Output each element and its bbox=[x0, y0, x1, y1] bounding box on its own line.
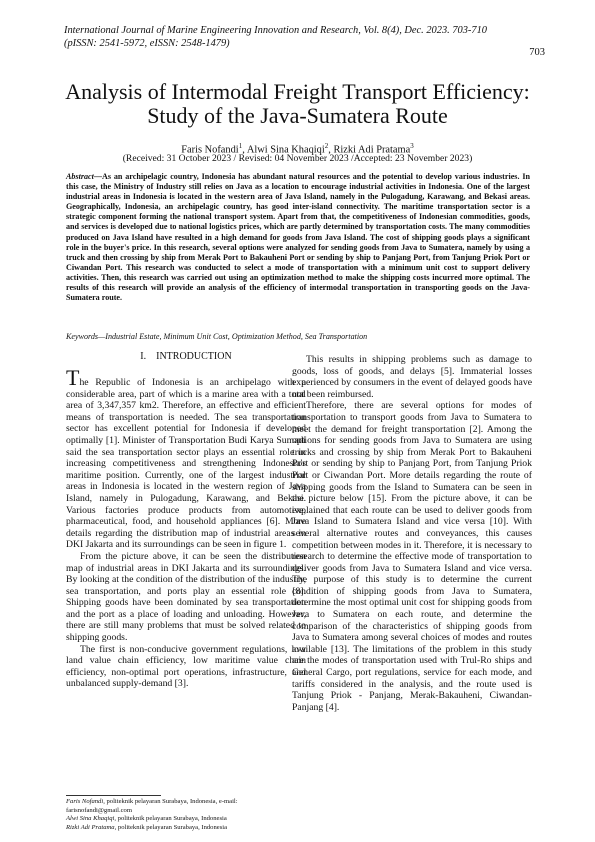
author-affil-mark: 2 bbox=[324, 142, 329, 150]
author-name: Rizki Adi Pratama bbox=[333, 144, 411, 156]
author-separator: , bbox=[242, 144, 247, 156]
footnotes bbox=[66, 798, 306, 832]
author-separator: , bbox=[328, 144, 334, 156]
journal-citation: International Journal of Marine Engineering Innovation and Research, Vol. 8(4), Dec. 2023. 703-710 bbox=[64, 25, 487, 36]
author-name: Alwi Sina Khaqiqi bbox=[246, 144, 325, 156]
page-number: 703 bbox=[529, 47, 545, 58]
footnote-author-2 bbox=[66, 815, 306, 824]
submission-dates: (Received: 31 October 2023 / Revised: 04 November 2023 /Accepted: 23 November 2023) bbox=[122, 153, 473, 164]
section-heading: I. INTRODUCTION bbox=[140, 351, 232, 362]
abstract-label: Abstract bbox=[66, 172, 94, 181]
paragraph-text: he Republic of Indonesia is an archipelago with a considerable area, part of which is a marine area with a total area of 3,347,357 km2. Therefore, an effective and efficient means of transportation is needed. The sea transportation sector has excellent potential for Indonesia if developed optimally [1]. Minister of Transportation Budi Karya Sumadi said the sea transportation sector plays an essential role in increasing competitiveness and strengthening Indonesia's maritime position. Currently, one of the largest industrial areas in Indonesia is located in the western region of Java Island, namely in Pulogadung, Karawang, and Bekasi. Various factories produce products from automotive, pharmaceutical, food, and household appliances [6]. More details regarding the distribution map of industrial areas in DKI Jakarta and its surroundings can be seen in figure 1. bbox=[66, 377, 306, 551]
footnote-affiliation: , politeknik pelayaran Surabaya, Indonesia bbox=[114, 823, 228, 831]
author-name: Faris Nofandi bbox=[181, 144, 239, 156]
intro-paragraph bbox=[66, 365, 306, 551]
footnote-author-3 bbox=[66, 824, 306, 833]
paper-title: Analysis of Intermodal Freight Transport Efficiency: Study of the Java-Sumatera Route bbox=[65, 79, 530, 128]
footnote-name: Rizki Adi Pratama bbox=[66, 823, 115, 831]
left-column bbox=[66, 351, 306, 690]
abstract bbox=[66, 172, 530, 303]
abstract-dash: — bbox=[93, 172, 102, 181]
footnote-email[interactable]: farisnofandi@gmail.com bbox=[66, 806, 132, 814]
footnote-affiliation: , politeknik pelayaran Surabaya, Indonesia bbox=[114, 815, 227, 822]
keywords: Keywords—Industrial Estate, Minimum Unit Cost, Optimization Method, Sea Transportation bbox=[66, 332, 368, 341]
paragraph: This results in shipping problems such as damage to goods, loss of goods, and delays [5]. Immaterial losses experienced by consumers in the event of delayed goods have not been reimbursed. bbox=[292, 354, 532, 400]
footnote-name: Alwi Sina Khaqiqi bbox=[66, 815, 115, 822]
journal-header bbox=[64, 24, 534, 50]
paragraph: The first is non-conducive government regulations, low land value chain efficiency, low maritime value chain efficiency, non-optimal port operations, infrastructure, and unbalanced supply-demand [3]. bbox=[66, 643, 306, 690]
drop-cap: T bbox=[66, 365, 80, 390]
paragraph: Therefore, there are several options for modes of transportation to transport goods from Java to Sumatera to meet the demand for freight transportation [2]. Among the options for sending goods from Java to Sumatera are using trucks and crossing by ship from Merak Port to Bakauheni Port or sending by ship to Panjang Port, from Tanjung Priok Port or Ciwandan Port. More details regarding the route of shipping goods from the Island to Sumatera can be seen in the picture below [15]. From the picture above, it can be explained that each route can be used to deliver goods from Java Island to Sumatera Island and vice versa [10]. With several alternative routes and conveyances, this causes competition between modes in it. Therefore, it is necessary to research to determine the effective mode of transportation to deliver goods from Java to Sumatera Island and vice versa. The purpose of this study is to determine the current condition of shipping goods from Java to Sumatera, determine the most optimal unit cost for shipping goods from Java to Sumatera on each route, and determine the comparison of the characteristics of shipping goods from Java to Sumatera among several choices of modes and routes available [13]. The limitations of the problem in this study are the modes of transportation used with Trul-Ro ships and General Cargo, port regulations, service for each mode, and tariffs considered in the analysis, and the route used is Tanjung Priok - Panjang, Merak-Bakauheni, Ciwandan-Panjang [4]. bbox=[292, 400, 532, 713]
author-affil-mark: 1 bbox=[238, 142, 243, 150]
footnote-name: Faris Nofandi bbox=[66, 798, 104, 805]
footnote-affiliation: , politeknik pelayaran Surabaya, Indonesia, e-mail: bbox=[103, 798, 238, 805]
footnote-divider bbox=[66, 795, 161, 796]
author-affil-mark: 3 bbox=[410, 142, 414, 150]
right-column bbox=[292, 354, 532, 713]
journal-issn: (pISSN: 2541-5972, eISSN: 2548-1479) bbox=[64, 38, 230, 49]
abstract-text: As an archipelagic country, Indonesia has abundant natural resources and the potential to develop various industries. In this case, the Ministry of Industry still relies on Java as a location to encourage industrial activities in Indonesia. One of the largest industrial areas in Indonesia is located in the western area of Java Island, namely in the Pulogadung, Karawang, and Bekasi areas. Geographically, Indonesia, an archipelagic country, has good inter-island connectivity. The maritime transportation sector is a strategic component forming the national transport system. Apart from that, the competitiveness of Indonesian commodities, goods, and services is developed due to national logistics prices, which are partly determined by transportation costs. The many commodities produced on Java Island have resulted in a high demand for goods from Java Island. The cost of shipping goods plays a significant role in the buyer's price. In this research, several options were analyzed for sending goods from Java to Sumatera, namely by using a truck and then crossing by ship from Merak Port to Bakauheni Port or sending by ship to Panjang Port, from Tanjung Priok Port or Ciwandan Port. This research was conducted to select a mode of transportation with a minimum unit cost to support delivery activities. Then, this research was carried out using an optimization method to make the shipping costs incurred more optimal. The results of this research will provide an analysis of the efficiency of intermodal transportation in transporting goods on the Java-Sumatera route. bbox=[66, 172, 530, 303]
footnote-author-1 bbox=[66, 798, 306, 807]
paragraph: From the picture above, it can be seen the distribution map of industrial areas in DKI Jakarta and its surroundings. By looking at the condition of the distribution of the industry, sea transportation, and ports play an essential role [8]. Shipping goods have been dominated by sea transportation and the port as a place of loading and unloading. However, there are still many problems that must be solved related to shipping goods. bbox=[66, 550, 306, 644]
